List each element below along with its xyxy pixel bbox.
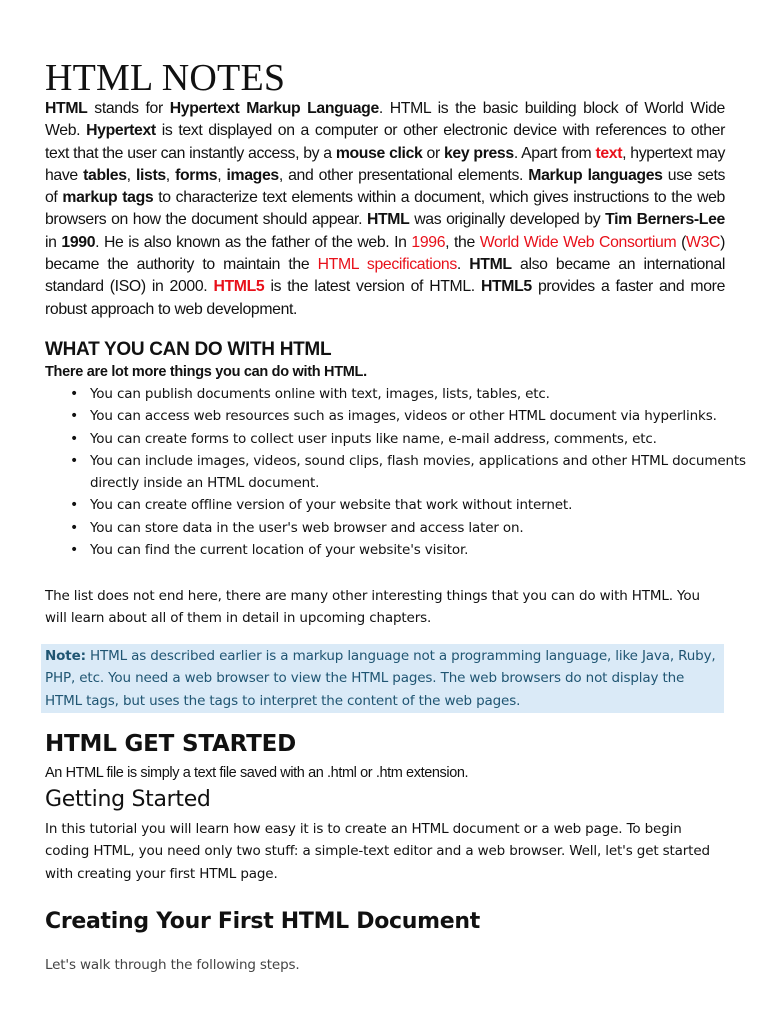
what-you-can-do-heading: WHAT YOU CAN DO WITH HTML <box>45 339 332 360</box>
intro-paragraph <box>45 98 725 321</box>
intro-text: also became an international standard (ISO) in 2000. <box>45 256 726 296</box>
intro-text: , <box>165 166 176 184</box>
list-item: • You can include images, videos, sound clips, flash movies, applications and other HTML documents directly inside an HTML document. <box>90 450 765 495</box>
intro-text: . HTML is the basic building block of World Wide Web. <box>45 100 725 140</box>
what-you-can-do-subheading: There are lot more things you can do with HTML. <box>45 364 367 380</box>
list-outro-paragraph: The list does not end here, there are many other interesting things that you can do with HTML. You will learn about all of them in detail in upcoming chapters. <box>45 588 700 627</box>
list-item: • You can create forms to collect user inputs like name, e-mail address, comments, etc. <box>90 428 765 450</box>
list-item: • You can publish documents online with text, images, lists, tables, etc. <box>90 383 765 405</box>
term-html5: HTML5 <box>213 278 265 296</box>
page-title: HTML NOTES <box>45 57 286 99</box>
note-label: Note: <box>45 648 86 664</box>
term-markup-languages: Markup languages <box>528 166 663 184</box>
term-html-specifications: HTML specifications <box>317 256 457 274</box>
intro-text: . He is also known as the father of the web. In <box>95 233 412 251</box>
intro-text: ) became the authority to maintain the <box>45 233 726 274</box>
intro-text: use sets of <box>45 166 726 207</box>
intro-text: , and other presentational elements. <box>278 166 529 184</box>
list-item: • You can store data in the user's web browser and access later on. <box>90 517 765 539</box>
term-1990: 1990 <box>61 233 96 251</box>
get-started-text: An HTML file is simply a text file saved with an .html or .htm extension. <box>45 765 469 781</box>
term-lists: lists <box>135 166 166 184</box>
term-forms: forms <box>175 166 218 184</box>
term-tables: tables <box>83 166 127 184</box>
term-world-wide-web-consortium: World Wide Web Consortium <box>479 233 677 251</box>
intro-text: provides a faster and more robust approach to web development. <box>45 278 725 318</box>
note-box <box>41 644 724 713</box>
getting-started-heading: Getting Started <box>45 787 211 812</box>
term-key-press: key press <box>444 144 514 162</box>
intro-text: , hypertext may have <box>45 144 725 184</box>
term-hypertext-markup-language: Hypertext Markup Language <box>169 100 379 117</box>
term-html5: HTML5 <box>480 278 532 296</box>
list-item: • You can create offline version of your website that work without internet. <box>90 494 765 516</box>
term-markup-tags: markup tags <box>62 189 154 207</box>
term-html: HTML <box>469 256 512 274</box>
creating-document-text: Let's walk through the following steps. <box>45 957 300 973</box>
intro-text: , <box>217 166 227 184</box>
intro-text: stands for <box>87 100 170 117</box>
list-item: • You can access web resources such as images, videos or other HTML document via hyperlinks. <box>90 405 765 427</box>
term-hypertext: Hypertext <box>86 122 156 140</box>
intro-text: , <box>126 166 136 184</box>
capabilities-list <box>45 383 765 561</box>
term-w3c: W3C <box>686 233 721 251</box>
term-1996: 1996 <box>411 233 446 251</box>
term-html: HTML <box>366 211 410 229</box>
intro-text: ( <box>676 233 687 251</box>
intro-text: . Apart from <box>513 144 596 162</box>
intro-text: is the latest version of HTML. <box>264 278 481 296</box>
intro-text: was originally developed by <box>409 211 606 229</box>
term-images: images <box>226 166 279 184</box>
term-mouse-click: mouse click <box>335 144 423 162</box>
term-text: text <box>595 144 623 162</box>
getting-started-paragraph: In this tutorial you will learn how easy it is to create an HTML document or a web page. To begin coding HTML, you need only two stuff: a simple-text editor and a web browser. Well, let's get started with creating your first HTML page. <box>45 821 710 882</box>
creating-document-heading: Creating Your First HTML Document <box>45 909 480 934</box>
list-item: • You can find the current location of your website's visitor. <box>90 539 765 561</box>
intro-text: . <box>456 256 470 274</box>
term-html: HTML <box>45 100 88 117</box>
term-tim-berners-lee: Tim Berners-Lee <box>605 211 725 229</box>
intro-text: is text displayed on a computer or other electronic device with references to other text that the user can instantly access, by a <box>45 122 725 162</box>
intro-text: in <box>45 233 62 251</box>
get-started-heading: HTML GET STARTED <box>45 731 297 757</box>
intro-text: or <box>422 144 444 162</box>
intro-text: to characterize text elements within a document, which gives instructions to the web browsers on how the document should appear. <box>45 189 725 229</box>
intro-text: , the <box>445 233 480 251</box>
note-text: HTML as described earlier is a markup language not a programming language, like Java, Ruby, PHP, etc. You need a web browser to view the HTML pages. The web browsers do not display the HTML tags, but uses the tags to interpret the content of the web pages. <box>45 648 716 709</box>
